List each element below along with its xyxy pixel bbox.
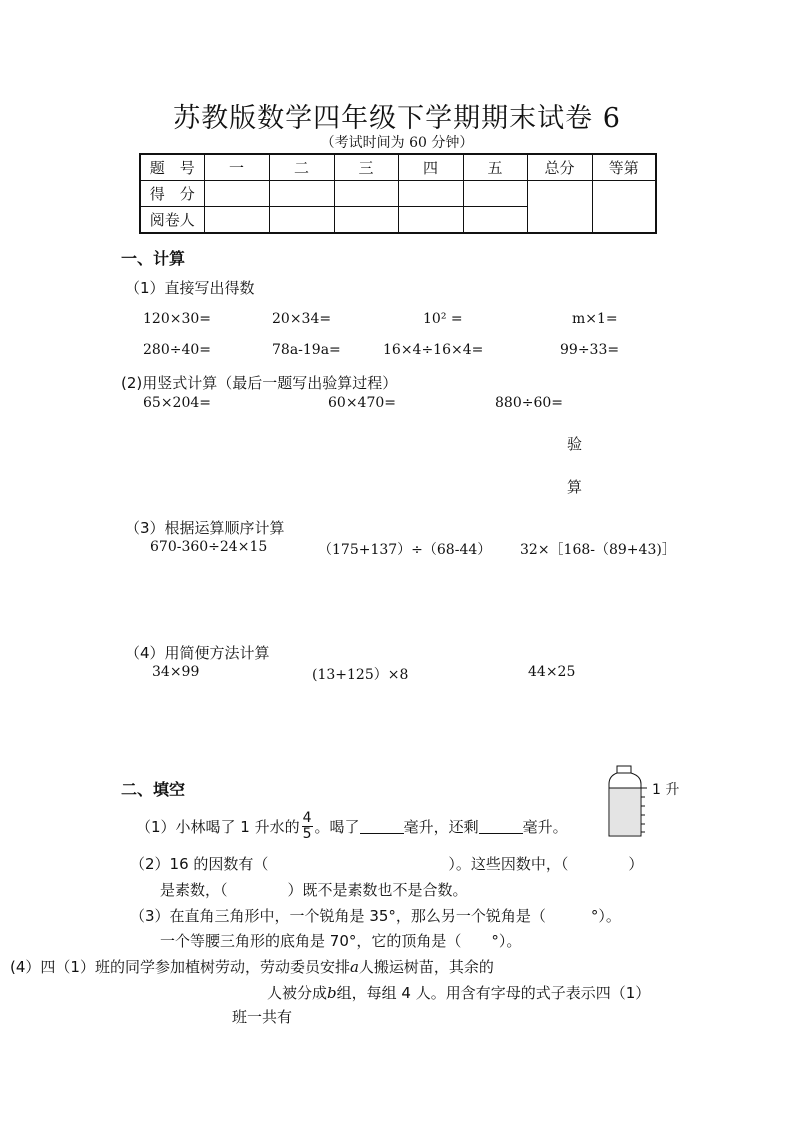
score-cell[interactable] <box>204 181 269 207</box>
simplify-calc-item: (13+125）×8 <box>312 667 409 683</box>
q1-text-pre: （1）小林喝了 1 升水的 <box>136 818 300 836</box>
fill-question-4-line1 <box>10 956 494 977</box>
score-cell[interactable] <box>269 181 334 207</box>
exam-duration: （考试时间为 60 分钟） <box>320 135 474 151</box>
score-row <box>140 181 656 207</box>
answer-blank[interactable] <box>479 819 523 834</box>
header-cell-item: 题 号 <box>140 154 204 181</box>
part3-label: （3）根据运算顺序计算 <box>125 519 285 537</box>
grader-cell[interactable] <box>204 207 269 234</box>
q4-line1-post: 人搬运树苗，其余的 <box>358 958 494 976</box>
header-cell-total: 总分 <box>527 154 592 181</box>
grader-cell[interactable] <box>269 207 334 234</box>
score-cell[interactable] <box>334 181 398 207</box>
grader-cell[interactable] <box>398 207 463 234</box>
simplify-calc-item: 44×25 <box>528 664 576 680</box>
fill-question-2-line1: （2）16 的因数有（ ）。这些因数中，（ ） <box>130 855 644 873</box>
header-cell-4: 四 <box>398 154 463 181</box>
score-cell[interactable] <box>398 181 463 207</box>
header-cell-5: 五 <box>463 154 527 181</box>
header-cell-2: 二 <box>269 154 334 181</box>
grade-cell[interactable] <box>592 181 656 234</box>
simplify-calc-item: 34×99 <box>152 664 200 680</box>
calc-item: m×1= <box>572 311 618 327</box>
fill-question-3-line2: 一个等腰三角形的底角是 70°，它的顶角是（ °）。 <box>160 932 522 950</box>
grader-cell[interactable] <box>463 207 527 234</box>
calc-item: 99÷33= <box>560 342 620 358</box>
q4-line1-pre: (4）四（1）班的同学参加植树劳动，劳动委员安排 <box>10 958 350 976</box>
q4-line2-pre: 人被分成 <box>267 984 328 1002</box>
q1-text-mid2: 毫升，还剩 <box>403 818 479 836</box>
section1-heading: 一、计算 <box>121 249 186 268</box>
fill-question-3-line1: （3）在直角三角形中，一个锐角是 35°，那么另一个锐角是（ °）。 <box>130 907 621 925</box>
vertical-calc-item: 60×470= <box>328 395 396 411</box>
check-label-char: 算 <box>567 478 583 496</box>
water-bottle-icon <box>605 764 651 840</box>
calc-item: 78a-19a= <box>272 342 341 358</box>
part1-label: （1）直接写出得数 <box>125 279 255 297</box>
total-score-cell[interactable] <box>527 181 592 234</box>
fill-question-4-line3: 班一共有 <box>232 1008 293 1026</box>
fraction-denominator: 5 <box>302 826 312 842</box>
fraction-four-fifths <box>302 811 313 842</box>
fill-question-1 <box>136 811 568 842</box>
header-cell-grade: 等第 <box>592 154 656 181</box>
header-cell-1: 一 <box>204 154 269 181</box>
bottle-volume-label: 1 升 <box>652 782 680 798</box>
vertical-calc-item: 65×204= <box>143 395 211 411</box>
score-table-header-row <box>140 154 656 181</box>
grader-cell[interactable] <box>334 207 398 234</box>
answer-blank[interactable] <box>360 819 404 834</box>
fill-question-4-line2 <box>267 982 650 1003</box>
q1-text-end: 毫升。 <box>522 818 568 836</box>
q1-text-mid1: 。喝了 <box>314 818 360 836</box>
calc-item: 16×4÷16×4= <box>383 342 484 358</box>
vertical-calc-item: 880÷60= <box>495 395 563 411</box>
calc-item: 20×34= <box>272 311 332 327</box>
part2-label: (2)用竖式计算（最后一题写出验算过程） <box>121 374 398 392</box>
q4-line2-post: 组，每组 4 人。用含有字母的式子表示四（1） <box>336 984 651 1002</box>
header-cell-3: 三 <box>334 154 398 181</box>
variable-b: b <box>327 984 337 1002</box>
order-calc-item: 670-360÷24×15 <box>150 539 268 555</box>
order-calc-item: （175+137）÷（68-44） <box>318 542 492 558</box>
order-calc-item: 32×［168-（89+43)］ <box>520 542 676 558</box>
score-row-label: 得 分 <box>140 181 204 207</box>
part4-label: （4）用简便方法计算 <box>125 644 270 662</box>
check-label-char: 验 <box>567 435 583 453</box>
page-title: 苏教版数学四年级下学期期末试卷 6 <box>173 103 621 134</box>
calc-item: 280÷40= <box>143 342 211 358</box>
score-table <box>139 153 657 234</box>
grader-row-label: 阅卷人 <box>140 207 204 234</box>
calc-item: 10² = <box>423 311 463 327</box>
calc-item: 120×30= <box>143 311 211 327</box>
score-cell[interactable] <box>463 181 527 207</box>
fraction-numerator: 4 <box>302 810 312 826</box>
variable-a: a <box>349 958 359 976</box>
fill-question-2-line2: 是素数，（ ）既不是素数也不是合数。 <box>160 881 468 899</box>
section2-heading: 二、填空 <box>121 780 186 799</box>
